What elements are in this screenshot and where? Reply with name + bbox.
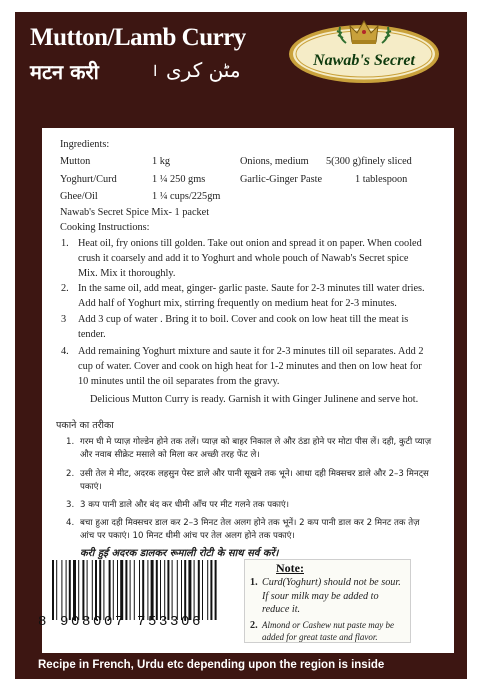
ingredient-qty: 1 tablespoon [355, 174, 408, 185]
step-number: 1. [66, 437, 75, 447]
step-number: 4. [61, 346, 69, 357]
step-number: 1. [61, 238, 69, 249]
step-number: 4. [66, 518, 75, 528]
instruction-step: Add remaining Yoghurt mixture and saute it for 2-3 minutes till oil separates. Add 2 cup of water. Cover and cook on high heat for 1-2 minutes and then on low heat for 10 minutes until the oil separates from the gravy. [78, 346, 424, 387]
spice-mix-line: Nawab's Secret Spice Mix- 1 packet [60, 207, 210, 218]
note-number: 2. [250, 620, 258, 631]
barcode-digits: 908007 753306 [60, 614, 204, 630]
note-item: Almond or Cashew nut paste may be added for great taste and flavor. [262, 620, 394, 642]
ingredient-name: Onions, medium [240, 156, 309, 167]
barcode [50, 560, 222, 620]
hindi-serving-line: करी हुई अदरक डालकर रूमाली रोटी के साथ सर्व करें। [80, 548, 279, 559]
step-number: 2. [66, 469, 75, 479]
product-title-hindi: मटन करी [30, 60, 99, 84]
step-number: 3. [66, 500, 75, 510]
product-title-urdu: مٹن کری [166, 58, 241, 82]
brand-name: Nawab's Secret [313, 52, 415, 69]
ingredients-heading: Ingredients: [60, 139, 110, 150]
ingredient-qty: 1 ¼ 250 gms [152, 174, 206, 185]
footer-note: Recipe in French, Urdu etc depending upon the region is inside [38, 659, 385, 671]
note-number: 1. [250, 577, 258, 588]
hindi-step: 3 कप पानी डाले और बंद कर धीमी आँच पर मीट गलने तक पकाएं। [80, 500, 289, 510]
barcode-number [38, 614, 203, 630]
barcode-lead-digit: 8 [38, 614, 50, 630]
ingredient-name: Mutton [60, 156, 91, 167]
instructions-heading: Cooking Instructions: [60, 222, 150, 233]
hindi-heading: पकाने का तरीका [56, 420, 114, 431]
hindi-step: गरम घी मे प्याज़ गोल्डेन होने तक तलें। प्याज़ को बाहर निकाल ले और ठंडा होने पर मोटा पीस लें। दही, कुटी प्याज़ और नवाब सीक्रेट मसाले को मिला कर अच्छी तरह फेंट ले। [80, 437, 432, 460]
ingredient-name: Garlic-Ginger Paste [240, 174, 323, 185]
brand-logo [286, 16, 442, 86]
instruction-step: Heat oil, fry onions till golden. Take out onion and spread it on paper. When cooled crush it coarsely and add it to Yoghurt and whole pouch of Nawab's Secret spice Mix. Mix it thoroughly. [78, 238, 422, 279]
note-item: Curd(Yoghurt) should not be sour. If sour milk may be added to reduce it. [262, 577, 401, 616]
ingredient-qty: 1 kg [152, 156, 171, 167]
ingredient-qty: 5(300 g)finely sliced [326, 156, 412, 167]
step-number: 3 [61, 314, 67, 325]
title-separator: । [151, 60, 158, 80]
product-title: Mutton/Lamb Curry [30, 24, 246, 51]
instruction-step: Add 3 cup of water . Bring it to boil. Cover and cook on low heat till the meat is tender. [78, 314, 409, 340]
serving-line: Delicious Mutton Curry is ready. Garnish it with Ginger Julinene and serve hot. [90, 394, 419, 405]
hindi-step: बचा हुआ दही मिक्सचर डाल कर 2–3 मिनट तेल अलग होने तक भूनें। 2 कप पानी डाल कर 2 मिनट तक तेज़ आंच पर पकाएं। 10 मिनट धीमी आंच पर तेल अलग होने तक पकाएं। [80, 518, 420, 541]
ingredient-name: Ghee/Oil [60, 191, 98, 202]
step-number: 2. [61, 283, 69, 294]
note-heading: Note: [276, 561, 304, 575]
crown-icon [350, 21, 378, 44]
instruction-step: In the same oil, add meat, ginger- garlic paste. Saute for 2-3 minutes till water dries. Add half of Yoghurt mix, stirring frequently on medium heat for 2-3 minutes. [78, 283, 425, 309]
hindi-step: उसी तेल मे मीट, अदरक लहसुन पेस्ट डाले और पानी सूखने तक भूने। आधा दही मिक्सचर डाले और 2–3 मिनट्स पकाएं। [80, 469, 429, 492]
ingredient-qty: 1 ¼ cups/225gm [152, 191, 221, 202]
ingredient-name: Yoghurt/Curd [60, 174, 117, 185]
